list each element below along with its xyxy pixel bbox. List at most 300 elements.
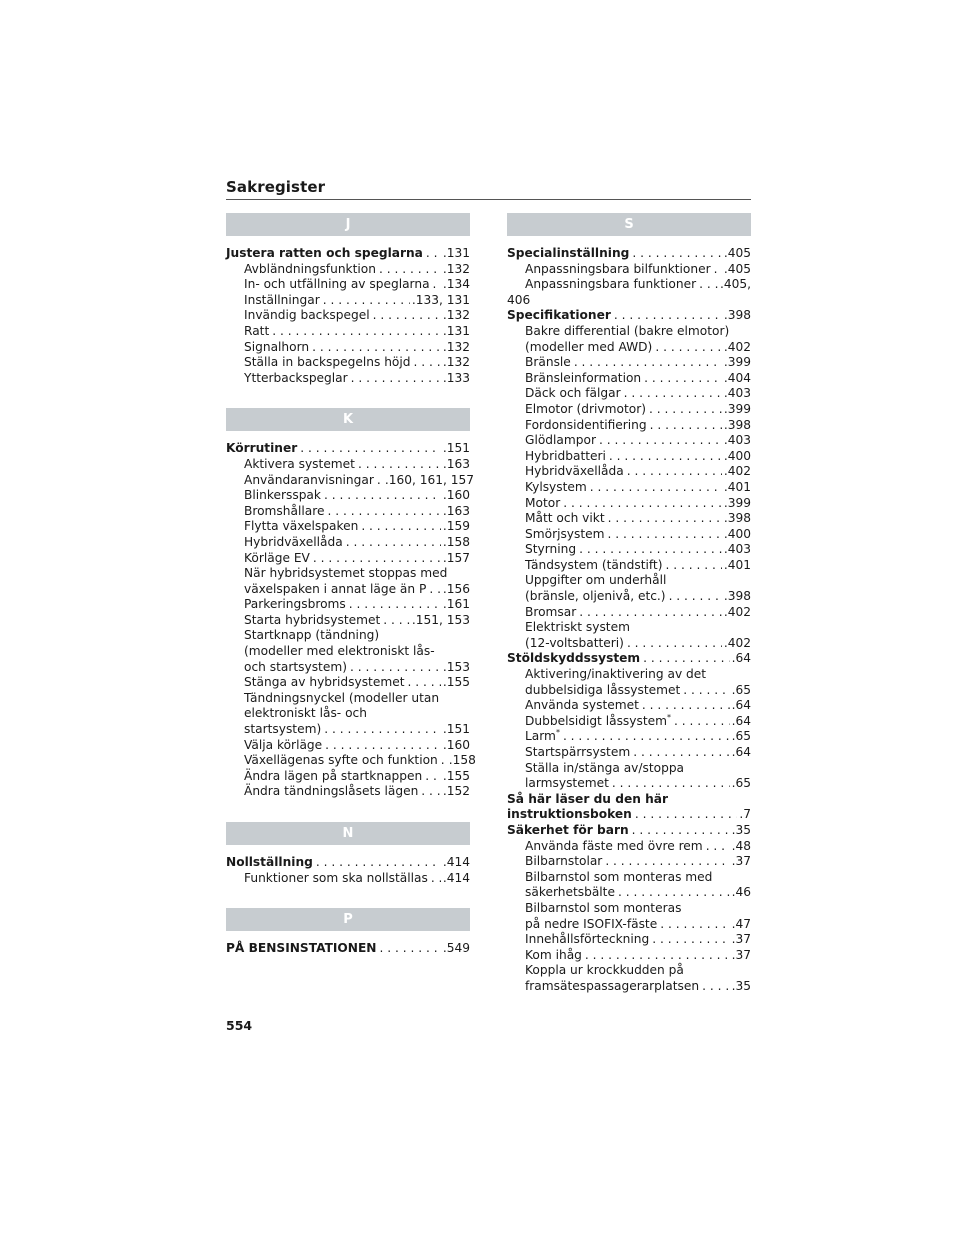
entry-page-ref: .133, 131 — [411, 292, 470, 307]
entry-line — [525, 511, 751, 527]
dot-leader — [438, 753, 447, 769]
entry-text-value: In- och utfällning av speglarna — [244, 277, 430, 292]
entry-page-ref: .160 — [442, 488, 470, 503]
dot-leader — [422, 769, 441, 785]
entry-line — [525, 854, 751, 870]
index-sub-entry — [226, 597, 470, 613]
entry-text — [525, 496, 560, 512]
index-sub-entry — [226, 691, 470, 738]
index-sub-entry — [226, 324, 470, 340]
entry-text — [244, 551, 310, 567]
entry-text-value: Bränsle — [525, 355, 571, 370]
entry-text — [244, 308, 370, 324]
entry-page-ref: .398 — [723, 417, 751, 432]
dot-leader — [662, 558, 721, 574]
index-sub-entry — [507, 386, 751, 402]
entry-line — [525, 885, 751, 901]
dot-leader — [374, 473, 383, 489]
entry-text — [525, 589, 666, 605]
entry-page-ref: .65 — [731, 729, 751, 744]
entry-text — [244, 871, 428, 887]
index-main-entry — [226, 441, 470, 457]
index-sub-entry — [507, 620, 751, 651]
entry-line — [525, 386, 751, 402]
dot-leader — [560, 496, 722, 512]
entry-page-ref: .402 — [723, 339, 751, 354]
entry-text — [525, 418, 647, 434]
index-sub-entry — [507, 464, 751, 480]
entry-text-value: Ändra tändningslåsets lägen — [244, 784, 419, 799]
entry-text — [525, 605, 576, 621]
section-letter-bar: K — [226, 408, 470, 431]
dot-leader — [411, 355, 441, 371]
entry-text — [244, 340, 309, 356]
entry-line — [525, 527, 751, 543]
entry-text — [244, 519, 358, 535]
entry-text — [525, 683, 680, 699]
index-sub-entry — [507, 542, 751, 558]
entry-line — [525, 636, 751, 652]
index-sub-entry — [226, 628, 470, 675]
entry-page-ref: .35 — [731, 978, 751, 993]
entry-page-ref: .403 — [723, 386, 751, 401]
entry-line — [507, 651, 751, 667]
entry-text-value: PÅ BENSINSTATIONEN — [226, 941, 377, 956]
index-sub-entry — [507, 496, 751, 512]
entry-text-value: dubbelsidiga låssystemet — [525, 682, 681, 697]
index-sub-entry — [507, 324, 751, 355]
entry-text-value: Aktivera systemet — [244, 456, 355, 471]
entry-line — [244, 675, 470, 691]
dot-leader — [630, 745, 729, 761]
entry-text — [525, 355, 571, 371]
entry-text-value: Tändsystem (tändstift) — [525, 557, 663, 572]
index-entry-list — [507, 236, 751, 995]
page-number: 554 — [226, 1018, 253, 1033]
entry-text — [525, 511, 605, 527]
entry-text-value: Smörjsystem — [525, 526, 605, 541]
index-sub-entry — [507, 839, 751, 855]
entry-text-line: Ställa in/stänga av/stoppa — [525, 760, 685, 775]
entry-text-value: Specifikationer — [507, 308, 611, 323]
index-sub-entry — [507, 854, 751, 870]
entry-text — [525, 402, 646, 418]
entry-text-value: Stöldskyddssystem — [507, 651, 641, 666]
entry-text-line: Bilbarnstol som monteras med — [525, 869, 713, 884]
entry-line — [525, 698, 751, 714]
entry-text — [244, 504, 324, 520]
entry-text-value: Bromshållare — [244, 503, 325, 518]
entry-text — [525, 527, 605, 543]
section-letter-bar: P — [226, 908, 470, 931]
index-sub-entry — [226, 769, 470, 785]
dot-leader — [346, 597, 441, 613]
dot-leader — [639, 698, 730, 714]
entry-line — [244, 355, 470, 371]
dot-leader — [641, 371, 722, 387]
index-main-entry — [226, 855, 470, 871]
entry-text — [525, 262, 711, 278]
entry-page-ref: .151 — [442, 441, 470, 456]
dot-leader — [370, 308, 441, 324]
entry-text — [244, 784, 418, 800]
entry-page-ref: .402 — [723, 464, 751, 479]
index-sub-entry — [507, 714, 751, 730]
entry-text-value: Kylsystem — [525, 479, 587, 494]
index-sub-entry — [226, 504, 470, 520]
entry-page-ref: .399 — [723, 495, 751, 510]
entry-text-value: växelspaken i annat läge än P — [244, 581, 427, 596]
entry-text — [244, 355, 411, 371]
entry-line — [525, 355, 751, 371]
index-sub-entry — [226, 753, 476, 769]
page-title: Sakregister — [226, 178, 326, 196]
index-sub-entry — [507, 449, 751, 465]
entry-page-ref: .64 — [731, 698, 751, 713]
entry-line — [525, 449, 751, 465]
entry-text — [244, 324, 269, 340]
index-sub-entry — [226, 519, 470, 535]
entry-page-ref: .158 — [448, 753, 476, 768]
index-main-entry — [507, 246, 751, 262]
entry-text — [507, 651, 640, 667]
dot-leader — [560, 729, 730, 745]
entry-line — [244, 551, 470, 567]
index-sub-entry — [507, 870, 751, 901]
entry-text-value: Kom ihåg — [525, 947, 582, 962]
entry-line — [507, 308, 751, 324]
entry-page-ref: .402 — [723, 604, 751, 619]
entry-text-value: Blinkersspak — [244, 488, 321, 503]
entry-page-ref: .405 — [723, 261, 751, 276]
entry-page-ref: .131 — [442, 323, 470, 338]
entry-text-value: Justera ratten och speglarna — [226, 246, 423, 260]
entry-page-ref: .399 — [723, 355, 751, 370]
section-letter-bar: N — [226, 822, 470, 845]
index-column-right — [507, 213, 751, 1017]
entry-page-ref: .152 — [442, 784, 470, 799]
dot-leader — [321, 722, 441, 738]
index-sub-entry — [507, 901, 751, 932]
dot-leader — [380, 613, 410, 629]
entry-text — [525, 340, 652, 356]
dot-leader — [711, 262, 722, 278]
entry-page-ref: .160 — [442, 737, 470, 752]
dot-leader — [640, 651, 729, 667]
entry-text-value: Ändra lägen på startknappen — [244, 768, 423, 783]
entry-line — [525, 480, 751, 496]
entry-text-value: framsätespassagerarplatsen — [525, 978, 700, 993]
dot-leader — [428, 871, 441, 887]
index-section — [226, 213, 470, 386]
entry-line — [244, 308, 470, 324]
entry-line — [244, 472, 475, 489]
entry-page-ref: .47 — [731, 916, 751, 931]
entry-text-value: Styrning — [525, 542, 577, 557]
entry-text — [244, 293, 320, 309]
dot-leader — [609, 776, 730, 792]
entry-text — [525, 745, 630, 761]
dot-leader — [629, 246, 722, 262]
entry-page-ref: .161 — [442, 597, 470, 612]
dot-leader — [309, 340, 441, 356]
entry-line — [525, 589, 751, 605]
entry-text — [244, 738, 322, 754]
entry-page-ref: .398 — [723, 308, 751, 323]
entry-line — [525, 605, 751, 621]
dot-leader — [430, 277, 441, 293]
entry-text-value: Anpassningsbara funktioner — [525, 277, 697, 292]
entry-page-ref: .133 — [442, 370, 470, 385]
entry-page-ref: .37 — [731, 947, 751, 962]
entry-text-line: När hybridsystemet stoppas med — [244, 566, 448, 581]
entry-page-ref: .46 — [731, 885, 751, 900]
entry-text-value: Signalhorn — [244, 339, 310, 354]
entry-page-ref: .64 — [731, 651, 751, 666]
entry-text — [244, 769, 422, 785]
entry-page-ref: .405 — [723, 246, 751, 260]
entry-text-value: Mått och vikt — [525, 511, 605, 526]
entry-page-ref: .163 — [442, 456, 470, 471]
entry-page-ref: .160, 161, 157 — [384, 472, 475, 487]
dot-leader — [703, 839, 730, 855]
entry-text-line: elektroniskt lås- och — [244, 706, 367, 721]
entry-page-ref: .64 — [731, 745, 751, 759]
dot-leader — [423, 246, 441, 262]
entry-text — [507, 308, 611, 324]
dot-leader — [571, 355, 722, 371]
entry-text — [244, 457, 355, 473]
entry-page-ref: .131 — [442, 246, 470, 260]
entry-text-value: Hybridväxellåda — [244, 534, 343, 549]
entry-line — [226, 941, 470, 957]
index-section — [226, 822, 470, 886]
entry-text-value: Fordonsidentifiering — [525, 417, 647, 432]
entry-text-value: säkerhetsbälte — [525, 885, 615, 900]
dot-leader — [696, 277, 718, 293]
entry-page-ref: .48 — [731, 838, 751, 853]
entry-text-value: Bilbarnstolar — [525, 854, 603, 869]
dot-leader — [647, 418, 722, 434]
entry-line — [525, 277, 751, 293]
entry-line — [525, 948, 751, 964]
entry-text-value: (bränsle, oljenivå, etc.) — [525, 589, 666, 604]
entry-text-value: Invändig backspegel — [244, 308, 370, 323]
index-sub-entry — [226, 738, 470, 754]
dot-leader — [624, 464, 722, 480]
entry-text-line: Koppla ur krockkudden på — [525, 963, 684, 978]
index-entry-list — [226, 931, 470, 957]
index-sub-entry — [226, 871, 470, 887]
entry-text — [525, 480, 587, 496]
entry-text-value: Startspärrsystem — [525, 745, 631, 759]
entry-text-value: Funktioner som ska nollställas — [244, 870, 428, 885]
index-sub-entry — [226, 566, 470, 597]
entry-text-line: Elektriskt system — [525, 620, 630, 635]
entry-text-value: (modeller med AWD) — [525, 339, 653, 354]
index-main-entry — [226, 941, 470, 957]
entry-text-value: Starta hybridsystemet — [244, 612, 381, 627]
entry-line — [244, 597, 470, 613]
index-sub-entry — [507, 511, 751, 527]
entry-line — [244, 613, 470, 629]
entry-page-ref: .156 — [442, 581, 470, 596]
entry-page-ref: .401 — [723, 479, 751, 494]
entry-line — [525, 917, 751, 933]
entry-text — [244, 597, 346, 613]
entry-page-ref: .37 — [731, 854, 751, 869]
entry-text-value: och startsystem) — [244, 659, 347, 674]
entry-text-line: Så här läser du den här — [507, 791, 669, 806]
entry-line — [244, 488, 470, 504]
entry-page-ref: .401 — [723, 557, 751, 572]
entry-text-value: Innehållsförteckning — [525, 932, 650, 947]
entry-line — [244, 293, 470, 309]
entry-line — [525, 340, 751, 356]
entry-line — [244, 324, 470, 340]
section-letter-bar: S — [507, 213, 751, 236]
entry-text-value: Bränsleinformation — [525, 370, 642, 385]
index-main-entry — [507, 308, 751, 324]
index-sub-entry — [507, 963, 751, 994]
dot-leader — [418, 784, 441, 800]
entry-text-line: (modeller med elektroniskt lås- — [244, 644, 435, 659]
dot-leader — [576, 605, 722, 621]
entry-line — [507, 246, 751, 262]
entry-text-value: Säkerhet för barn — [507, 822, 629, 837]
entry-page-ref: .132 — [442, 355, 470, 370]
entry-page-ref: .403 — [723, 433, 751, 448]
entry-text — [525, 277, 696, 293]
entry-text — [507, 807, 632, 823]
entry-text — [525, 371, 641, 387]
index-sub-entry — [507, 402, 751, 418]
entry-line — [525, 402, 751, 418]
entry-page-ref: .134 — [442, 277, 470, 292]
entry-text-value: Bromsar — [525, 604, 577, 619]
dot-leader — [587, 480, 722, 496]
index-sub-entry — [507, 433, 751, 449]
index-entry-list — [226, 431, 476, 800]
index-sub-entry — [507, 573, 751, 604]
entry-text-line: Aktivering/inaktivering av det — [525, 667, 707, 682]
entry-text — [525, 885, 615, 901]
index-sub-entry — [226, 551, 470, 567]
entry-text-value: Körläge EV — [244, 550, 310, 565]
dot-leader — [269, 324, 441, 340]
entry-line — [244, 504, 470, 520]
dot-leader — [602, 854, 729, 870]
entry-text-value: Hybridbatteri — [525, 448, 606, 463]
entry-page-ref: .65 — [731, 776, 751, 791]
entry-page-ref-continued: 406 — [507, 292, 531, 307]
entry-line — [226, 855, 470, 871]
entry-text — [525, 917, 657, 933]
entry-text-value: Flytta växelspaken — [244, 519, 359, 534]
entry-text — [525, 776, 609, 792]
entry-line — [244, 871, 470, 887]
dot-leader — [615, 885, 730, 901]
entry-text — [244, 277, 430, 293]
entry-text-value: larmsystemet — [525, 776, 609, 791]
index-sub-entry — [507, 667, 751, 698]
index-sub-entry — [507, 948, 751, 964]
dot-leader — [666, 589, 722, 605]
index-sub-entry — [507, 480, 751, 496]
dot-leader — [621, 386, 722, 402]
entry-page-ref: .400 — [723, 526, 751, 541]
entry-line — [244, 660, 470, 676]
entry-text-value: instruktionsboken — [507, 807, 632, 822]
entry-page-ref: .151 — [442, 722, 470, 737]
dot-leader — [426, 582, 441, 598]
dot-leader — [347, 660, 441, 676]
entry-text-value: (12-voltsbatteri) — [525, 635, 624, 650]
dot-leader — [320, 293, 410, 309]
entry-page-ref: .35 — [731, 822, 751, 837]
dot-leader — [343, 535, 441, 551]
entry-text-value: Stänga av hybridsystemet — [244, 675, 405, 690]
entry-line — [226, 441, 470, 457]
entry-line — [244, 457, 470, 473]
entry-line — [525, 776, 751, 792]
entry-page-ref: .398 — [723, 589, 751, 604]
entry-text-value: på nedre ISOFIX-fäste — [525, 916, 658, 931]
entry-text — [244, 488, 321, 504]
entry-line — [507, 823, 751, 839]
entry-text-value: Parkeringsbroms — [244, 597, 346, 612]
entry-text-value: Hybridväxellåda — [525, 464, 624, 479]
entry-text — [244, 722, 321, 738]
index-entry-list — [226, 845, 470, 886]
entry-text-value: Ställa in backspegelns höjd — [244, 355, 411, 370]
entry-line — [244, 535, 470, 551]
entry-line — [244, 753, 476, 769]
entry-page-ref: .132 — [442, 308, 470, 323]
entry-page-ref: .155 — [442, 768, 470, 783]
entry-text — [525, 698, 639, 714]
entry-line — [244, 371, 470, 387]
entry-text — [226, 941, 377, 957]
entry-page-ref: .405, — [719, 277, 751, 292]
index-sub-entry — [507, 698, 751, 714]
entry-line — [525, 542, 751, 558]
entry-line — [244, 519, 470, 535]
entry-line — [525, 262, 751, 278]
dot-leader — [322, 738, 441, 754]
entry-page-ref: .158 — [442, 534, 470, 549]
index-sub-entry — [226, 262, 470, 278]
entry-text-value: Ratt — [244, 323, 270, 338]
entry-text-value: Larm — [525, 729, 556, 744]
entry-text — [226, 855, 313, 871]
dot-leader — [605, 511, 722, 527]
entry-page-ref: .404 — [723, 370, 751, 385]
dot-leader — [632, 807, 738, 823]
entry-line — [244, 277, 470, 293]
entry-text-value: Använda systemet — [525, 698, 639, 713]
entry-line — [525, 932, 751, 948]
index-sub-entry — [507, 761, 751, 792]
entry-text-line: Tändningsnyckel (modeller utan — [244, 690, 440, 705]
entry-text-line: Uppgifter om underhåll — [525, 573, 667, 588]
entry-text — [244, 535, 343, 551]
dot-leader — [358, 519, 441, 535]
entry-text — [244, 371, 348, 387]
entry-page-ref: .157 — [442, 550, 470, 565]
entry-text — [525, 449, 606, 465]
entry-line — [525, 714, 751, 730]
